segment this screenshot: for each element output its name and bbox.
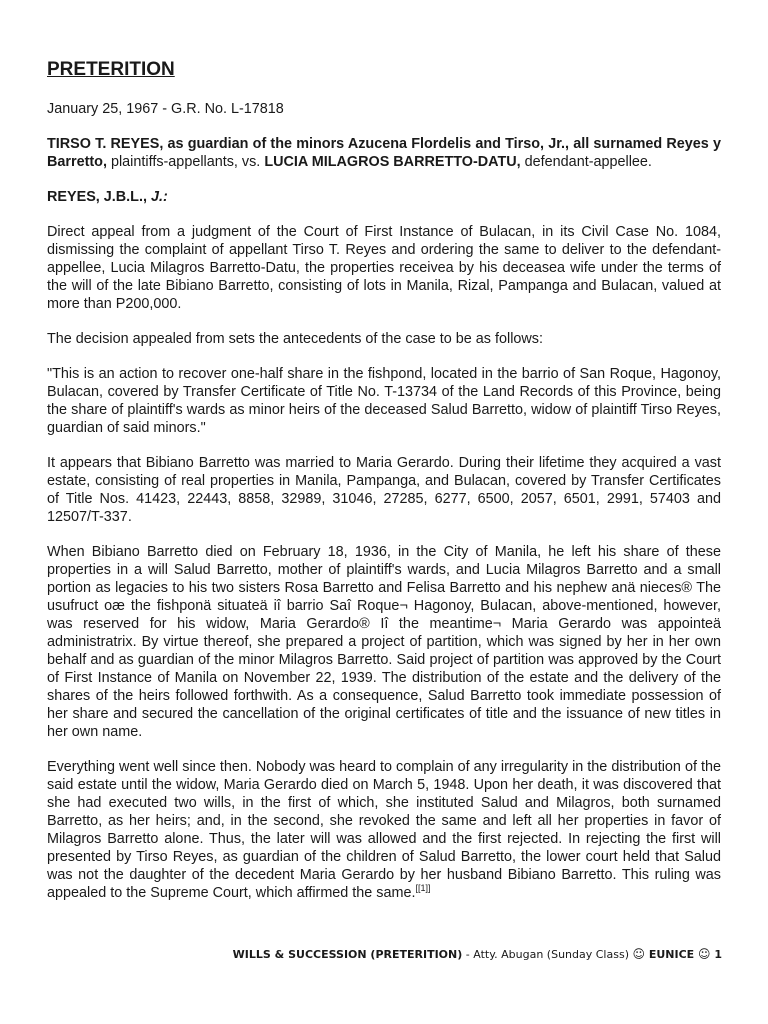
page-footer <box>233 946 722 963</box>
footnote-link[interactable]: [[1]] <box>415 883 431 894</box>
paragraph: It appears that Bibiano Barretto was married to Maria Gerardo. During their lifetime they acquired a vast estate, consisting of real properties in Manila, Pampanga, and Bulacan, covered by Transfer Certificates of Title Nos. 41423, 22443, 8858, 32989, 31046, 27285, 6277, 6500, 2057, 6501, 2991, 57403 and 12507/T-337. <box>47 455 721 525</box>
document-title: PRETERITION <box>47 59 175 80</box>
plaintiff-role: plaintiffs-appellants, vs. <box>106 154 265 170</box>
paragraph-with-footnote <box>47 758 721 902</box>
footer-instructor: - Atty. Abugan (Sunday Class) <box>462 948 633 961</box>
document-body <box>47 58 721 919</box>
ponente-title: J.: <box>150 189 168 205</box>
case-parties <box>47 135 721 171</box>
footer-name: EUNICE <box>645 948 698 961</box>
smiley-icon: ☺ <box>698 947 711 961</box>
footer-course: WILLS & SUCCESSION (PRETERITION) <box>232 948 463 961</box>
quoted-paragraph: "This is an action to recover one-half share in the fishpond, located in the barrio of San Roque, Hagonoy, Bulacan, covered by Transfer Certificate of Title No. T-13734 of the Land Records of this Province, being the share of plaintiff's wards as minor heirs of the deceased Salud Barretto, widow of plaintiff Tirso Reyes, guardian of said minors." <box>47 366 721 436</box>
plaintiff-name: TIRSO T. REYES, as guardian of the minors Azucena Flordelis and Tirso, Jr., all surnamed Reyes y Barretto, <box>47 136 721 170</box>
date-line: January 25, 1967 - G.R. No. L-17818 <box>47 101 284 117</box>
paragraph: Direct appeal from a judgment of the Court of First Instance of Bulacan, in its Civil Case No. 1084, dismissing the complaint of appellant Tirso T. Reyes and ordering the same to deliver to the defendant-appellee, Lucia Milagros Barretto-Datu, the properties receivea by his deceasea wife under the terms of the will of the late Bibiano Barretto, consisting of lots in Manila, Rizal, Pampanga and Bulacan, valued at more than P200,000. <box>47 224 721 312</box>
ponente-name: REYES, J.B.L., <box>47 189 151 205</box>
paragraph: When Bibiano Barretto died on February 18, 1936, in the City of Manila, he left his share of these properties in a will Salud Barretto, mother of plaintiff's wards, and Lucia Milagros Barretto and a small portion as legacies to his two sisters Rosa Barretto and Felisa Barretto and his nephew anä nieces® The usufruct oæ the fishponä situateä iî barrio Saî Roque¬ Hagonoy, Bulacan, above-mentioned, however, was reserved for his widow, Maria Gerardo® Iî the meantime¬ Maria Gerardo was appointeä administratrix. By virtue thereof, she prepared a project of partition, which was signed by her in her own behalf and as guardian of the minor Milagros Barretto. Said project of partition was approved by the Court of First Instance of Manila on November 22, 1939. The distribution of the estate and the delivery of the shares of the heirs followed forthwith. As a consequence, Salud Barretto took immediate possession of her share and secured the cancellation of the original certificates of title and the issuance of new titles in her own name. <box>47 544 721 740</box>
defendant-role: defendant-appellee. <box>520 154 652 170</box>
paragraph: The decision appealed from sets the antecedents of the case to be as follows: <box>47 331 543 347</box>
ponente <box>47 188 721 206</box>
last-paragraph-text: Everything went well since then. Nobody was heard to complain of any irregularity in the distribution of the said estate until the widow, Maria Gerardo died on March 5, 1948. Upon her death, it was discovered that she had executed two wills, in the first of which, she instituted Salud and Milagros, both surnamed Barretto, as her heirs; and, in the second, she revoked the same and left all her properties in favor of Milagros Barretto alone. Thus, the later will was allowed and the first rejected. In rejecting the first will presented by Tirso Reyes, as guardian of the children of Salud Barretto, the lower court held that Salud was not the daughter of the decedent Maria Gerardo by her husband Bibiano Barretto. This ruling was appealed to the Supreme Court, which affirmed the same. <box>47 759 721 901</box>
smiley-icon: ☺ <box>632 947 645 961</box>
defendant-name: LUCIA MILAGROS BARRETTO-DATU, <box>264 154 521 170</box>
footer-page-number: 1 <box>710 948 722 961</box>
